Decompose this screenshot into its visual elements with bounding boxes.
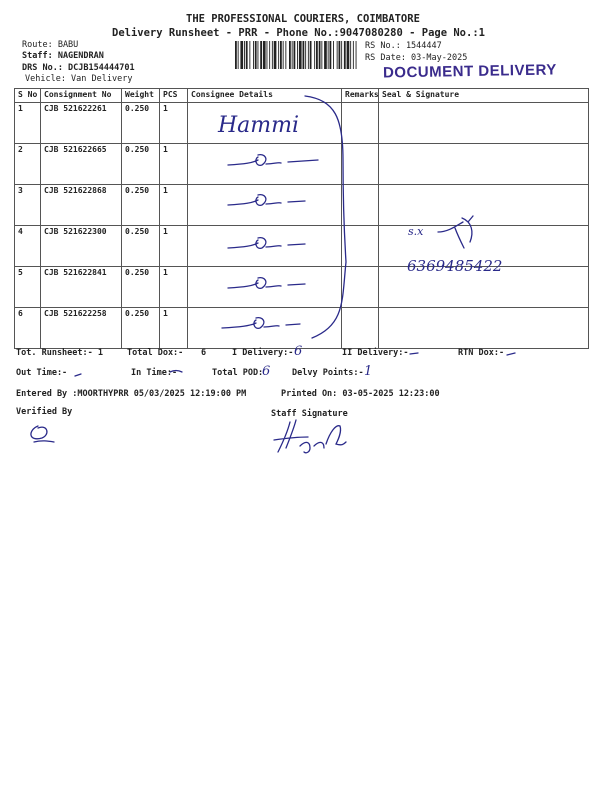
company-name: THE PROFESSIONAL COURIERS, COIMBATORE <box>186 13 420 25</box>
cell-consignment-no: CJB 521622300 <box>41 226 122 267</box>
runsheet-subtitle: Delivery Runsheet - PRR - Phone No.:9047080280 - Page No.:1 <box>112 27 485 39</box>
cell-weight: 0.250 <box>122 226 160 267</box>
cell-pcs: 1 <box>160 144 188 185</box>
cell-consignment-no: CJB 521622868 <box>41 185 122 226</box>
cell-pcs: 1 <box>160 267 188 308</box>
out-time-label: Out Time:- <box>16 368 68 378</box>
header-consignee-details: Consignee Details <box>188 89 342 103</box>
entered-by: Entered By :MOORTHYPRR 05/03/2025 12:19:00 PM <box>16 389 247 399</box>
cell-pcs: 1 <box>160 185 188 226</box>
handwritten-sig-mark: s.x <box>408 225 424 238</box>
in-time-label: In Time:- <box>131 368 178 378</box>
handwritten-phone: 6369485422 <box>407 257 503 275</box>
header-seal-signature: Seal & Signature <box>379 89 589 103</box>
header-weight: Weight <box>122 89 160 103</box>
cell-consignment-no: CJB 521622841 <box>41 267 122 308</box>
cell-pcs: 1 <box>160 103 188 144</box>
delvy-points-handwritten: 1 <box>364 364 373 379</box>
cell-sno: 5 <box>15 267 41 308</box>
cell-sno: 3 <box>15 185 41 226</box>
header-pcs: PCS <box>160 89 188 103</box>
header-remarks: Remarks <box>342 89 379 103</box>
ii-delivery-label: II Delivery:- <box>342 348 409 358</box>
cell-consignment-no: CJB 521622665 <box>41 144 122 185</box>
cell-sno: 2 <box>15 144 41 185</box>
route-label: Route: BABU <box>22 40 79 50</box>
handwritten-consignee-name: Hammi <box>218 113 300 138</box>
rs-number: RS No.: 1544447 <box>365 41 442 51</box>
drs-number: DRS No.: DCJB154444701 <box>22 63 135 73</box>
header-consignment-no: Consignment No <box>41 89 122 103</box>
cell-consignment-no: CJB 521622258 <box>41 308 122 349</box>
cell-weight: 0.250 <box>122 185 160 226</box>
vehicle-label: Vehicle: Van Delivery <box>25 74 133 84</box>
total-dox-value: 6 <box>201 348 207 358</box>
cell-weight: 0.250 <box>122 144 160 185</box>
header-sno: S No <box>15 89 41 103</box>
cell-sno: 6 <box>15 308 41 349</box>
verified-by-label: Verified By <box>16 407 73 417</box>
cell-weight: 0.250 <box>122 308 160 349</box>
rs-date: RS Date: 03-May-2025 <box>365 53 468 63</box>
printed-on: Printed On: 03-05-2025 12:23:00 <box>281 389 440 399</box>
document-delivery-stamp: DOCUMENT DELIVERY <box>382 61 557 82</box>
total-pod-label: Total POD: <box>212 368 264 378</box>
total-pod-handwritten: 6 <box>262 364 271 379</box>
total-dox-label: Total Dox:- <box>127 348 184 358</box>
cell-pcs: 1 <box>160 308 188 349</box>
rtn-dox-label: RTN Dox:- <box>458 348 505 358</box>
delvy-points-label: Delvy Points:- <box>292 368 364 378</box>
i-delivery-handwritten: 6 <box>294 344 303 359</box>
staff-signature-label: Staff Signature <box>271 409 348 419</box>
staff-label: Staff: NAGENDRAN <box>22 51 104 61</box>
cell-sno: 4 <box>15 226 41 267</box>
cell-pcs: 1 <box>160 226 188 267</box>
tot-runsheet: Tot. Runsheet:- 1 <box>16 348 103 358</box>
cell-weight: 0.250 <box>122 267 160 308</box>
cell-weight: 0.250 <box>122 103 160 144</box>
i-delivery-label: I Delivery:- <box>232 348 294 358</box>
cell-sno: 1 <box>15 103 41 144</box>
cell-consignment-no: CJB 521622261 <box>41 103 122 144</box>
